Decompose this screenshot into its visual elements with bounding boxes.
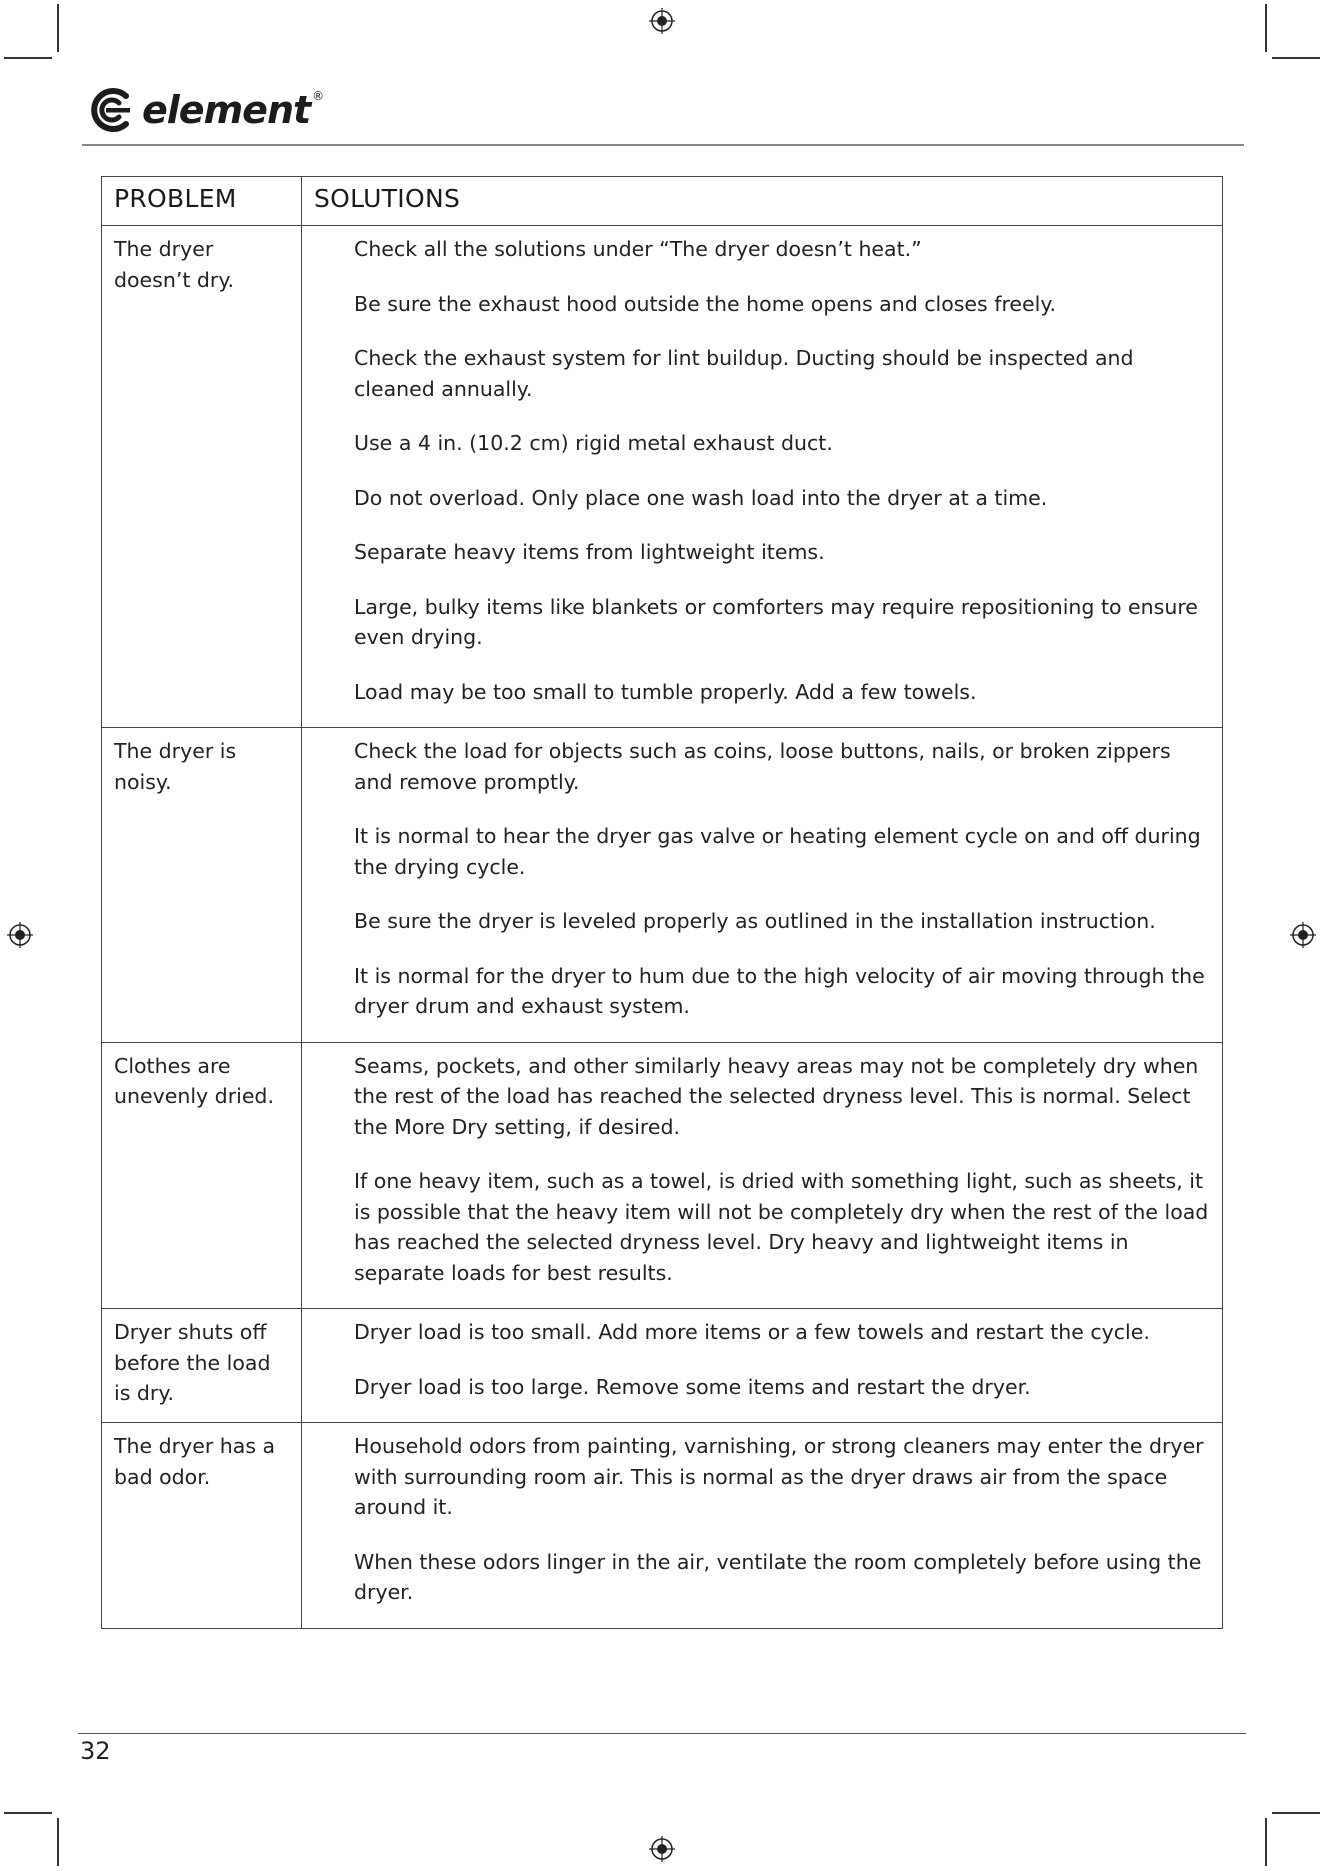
- solution-item: Dryer load is too small. Add more items or a few towels and restart the cycle.: [354, 1320, 1150, 1344]
- crop-mark: [1265, 1818, 1267, 1866]
- solution-item: Seams, pockets, and other similarly heavy areas may not be completely dry when the rest of the load has reached the selected dryness level. This is normal. Select the More Dry setting, if desired.: [354, 1053, 1199, 1139]
- registration-mark-icon: [649, 8, 675, 34]
- solution-item: Load may be too small to tumble properly. Add a few towels.: [354, 679, 977, 704]
- solutions-cell: [302, 728, 1223, 1043]
- crop-mark: [1272, 57, 1320, 59]
- problem-cell: Clothes are unevenly dried.: [102, 1042, 302, 1309]
- solutions-cell: [302, 1042, 1223, 1309]
- solutions-cell: [302, 1309, 1223, 1423]
- solution-item: It is normal to hear the dryer gas valve or heating element cycle on and off during the drying cycle.: [354, 824, 1201, 879]
- brand-name: element: [142, 88, 311, 132]
- solutions-cell: [302, 1423, 1223, 1629]
- solutions-column-header: SOLUTIONS: [302, 177, 1223, 226]
- page-number: 32: [80, 1737, 111, 1765]
- table-row: [102, 226, 1223, 728]
- problem-cell: Dryer shuts off before the load is dry.: [102, 1309, 302, 1423]
- solution-item: When these odors linger in the air, ventilate the room completely before using the dryer.: [354, 1549, 1202, 1604]
- crop-mark: [4, 1812, 52, 1814]
- problem-cell: The dryer has a bad odor.: [102, 1423, 302, 1629]
- solution-item: Check the load for objects such as coins, loose buttons, nails, or broken zippers and remove promptly.: [354, 739, 1171, 794]
- registration-mark-icon: [1290, 922, 1316, 948]
- crop-mark: [1272, 1812, 1320, 1814]
- crop-mark: [4, 57, 52, 59]
- solution-item: Check all the solutions under “The dryer doesn’t heat.”: [354, 237, 922, 261]
- problem-cell: The dryer doesn’t dry.: [102, 226, 302, 728]
- solution-item: Household odors from painting, varnishing, or strong cleaners may enter the dryer with surrounding room air. This is normal as the dryer draws air from the space around it.: [354, 1434, 1204, 1519]
- registered-mark: ®: [312, 89, 325, 103]
- brand-logo: [86, 84, 324, 136]
- crop-mark: [57, 1818, 59, 1866]
- table-header-row: [102, 177, 1223, 226]
- solution-item: Do not overload. Only place one wash load into the dryer at a time.: [354, 485, 1048, 510]
- registration-mark-icon: [649, 1836, 675, 1862]
- troubleshooting-table: [101, 176, 1223, 1629]
- table-row: [102, 1042, 1223, 1309]
- header-rule: [82, 144, 1244, 146]
- registration-mark-icon: [7, 922, 33, 948]
- solutions-cell: [302, 226, 1223, 728]
- solution-item: If one heavy item, such as a towel, is dried with something light, such as sheets, it is possible that the heavy item will not be completely dry when the rest of the load has reached the selected dryness level. Dry heavy and lightweight items in separate loads for best results.: [354, 1169, 1209, 1285]
- element-logo-icon: [86, 86, 136, 134]
- problem-cell: The dryer is noisy.: [102, 728, 302, 1043]
- solution-item: Use a 4 in. (10.2 cm) rigid metal exhaust duct.: [354, 431, 833, 455]
- footer-rule: [78, 1733, 1246, 1734]
- table-row: [102, 1309, 1223, 1423]
- crop-mark: [1265, 4, 1267, 52]
- solution-item: It is normal for the dryer to hum due to the high velocity of air moving through the dryer drum and exhaust system.: [354, 963, 1205, 1018]
- solution-item: Large, bulky items like blankets or comforters may require repositioning to ensure even drying.: [354, 594, 1198, 649]
- table-row: [102, 728, 1223, 1043]
- solution-item: Be sure the exhaust hood outside the home opens and closes freely.: [354, 291, 1057, 316]
- solution-item: Separate heavy items from lightweight items.: [354, 540, 825, 564]
- solution-item: Dryer load is too large. Remove some items and restart the dryer.: [354, 1374, 1031, 1399]
- solution-item: Check the exhaust system for lint buildup. Ducting should be inspected and cleaned annually.: [354, 346, 1134, 401]
- solution-item: Be sure the dryer is leveled properly as outlined in the installation instruction.: [354, 909, 1156, 933]
- crop-mark: [57, 4, 59, 52]
- table-row: [102, 1423, 1223, 1629]
- problem-column-header: PROBLEM: [102, 177, 302, 226]
